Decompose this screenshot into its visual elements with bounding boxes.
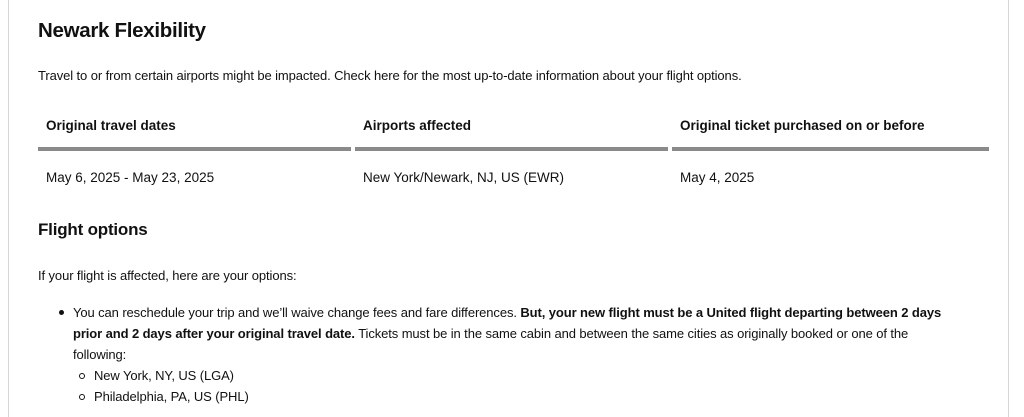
header-airports-affected: Airports affected (355, 107, 668, 151)
table-header-row (38, 107, 989, 151)
waiver-table (38, 107, 989, 201)
alternate-airport-phl: Philadelphia, PA, US (PHL) (94, 389, 249, 404)
header-ticket-purchased: Original ticket purchased on or before (672, 107, 989, 151)
bullet-dot-icon (59, 310, 64, 315)
flight-options-heading: Flight options (38, 220, 148, 239)
cell-purchase-date: May 4, 2025 (680, 170, 755, 185)
section-title: Newark Flexibility (38, 19, 206, 42)
table-row (38, 151, 989, 201)
bullet-text-end: Tickets must be in the same cabin and between the same cities as originally booked or one of the following: (73, 326, 909, 362)
circle-bullet-icon (79, 373, 85, 379)
bullet-text-bold: But, your new flight must be a United flight departing between 2 days prior and 2 days after your original travel date. (73, 305, 942, 341)
options-list (59, 302, 959, 407)
header-original-travel-dates: Original travel dates (38, 107, 351, 151)
list-item (59, 302, 959, 407)
list-item (73, 365, 959, 386)
flight-options-intro: If your flight is affected, here are your options: (38, 268, 297, 283)
list-item (73, 386, 959, 407)
alternate-airports-list (73, 365, 959, 407)
bullet-text-start: You can reschedule your trip and we’ll waive change fees and fare differences. (73, 305, 521, 320)
circle-bullet-icon (79, 394, 85, 400)
alternate-airport-lga: New York, NY, US (LGA) (94, 368, 234, 383)
cell-airports: New York/Newark, NJ, US (EWR) (363, 170, 565, 185)
section-intro: Travel to or from certain airports might be impacted. Check here for the most up-to-date information about your flight options. (38, 68, 742, 83)
newark-flexibility-panel (8, 0, 1009, 417)
cell-travel-dates: May 6, 2025 - May 23, 2025 (46, 170, 215, 185)
